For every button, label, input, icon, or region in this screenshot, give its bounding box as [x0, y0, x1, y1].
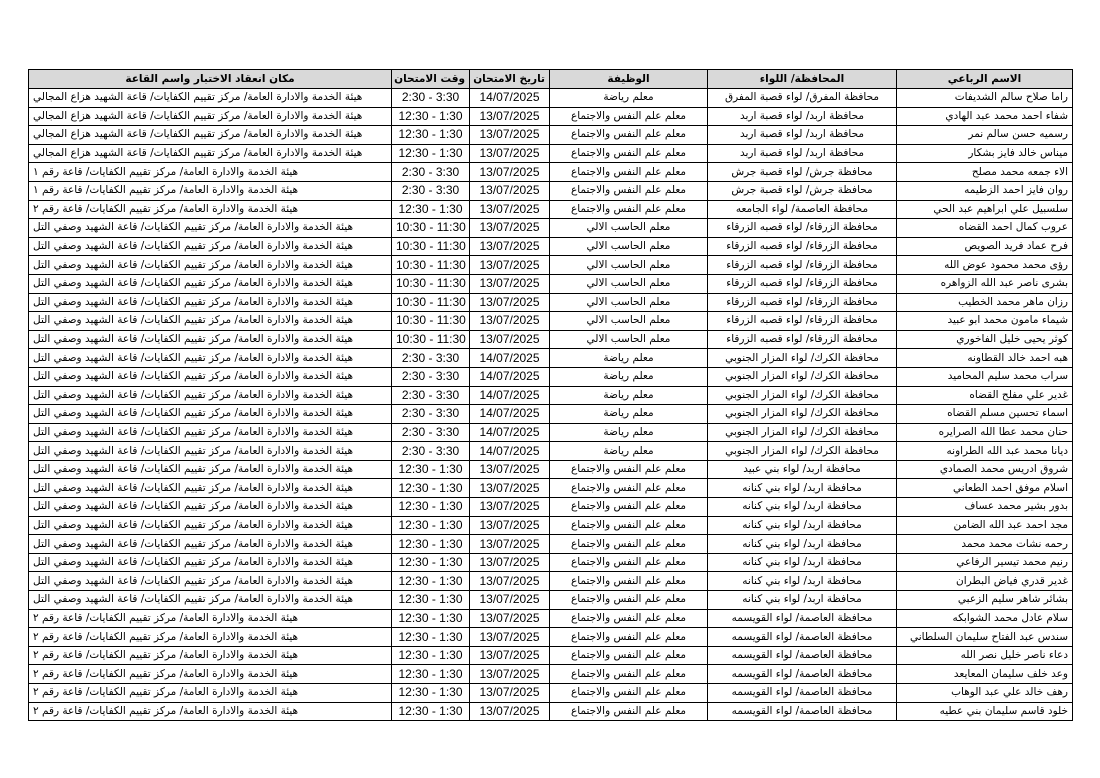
cell-location-text: هيئة الخدمة والادارة العامة/ مركز تقييم الكفايات/ قاعة الشهيد هزاع المجالي [33, 128, 363, 141]
cell-location [29, 256, 392, 275]
cell-name: رؤى محمد محمود عوض الله [897, 256, 1073, 275]
table-row [29, 684, 1073, 703]
cell-time: 12:30 - 1:30 [392, 646, 470, 665]
cell-date: 14/07/2025 [470, 405, 550, 424]
cell-governorate: محافظة الكرك/ لواء المزار الجنوبي [708, 442, 897, 461]
cell-date: 13/07/2025 [470, 107, 550, 126]
cell-governorate: محافظة المفرق/ لواء قصبة المفرق [708, 89, 897, 108]
header-time: وقت الامتحان [392, 70, 470, 89]
cell-time: 12:30 - 1:30 [392, 553, 470, 572]
cell-job: معلم رياضة [550, 349, 708, 368]
cell-name: سلام عادل محمد الشوابكه [897, 609, 1073, 628]
cell-time: 12:30 - 1:30 [392, 200, 470, 219]
cell-location-text: هيئة الخدمة والادارة العامة/ مركز تقييم الكفايات/ قاعة الشهيد وصفي التل [33, 370, 353, 383]
cell-location-text: هيئة الخدمة والادارة العامة/ مركز تقييم الكفايات/ قاعة رقم ٢ [33, 686, 299, 699]
cell-location-text: هيئة الخدمة والادارة العامة/ مركز تقييم الكفايات/ قاعة الشهيد وصفي التل [33, 258, 353, 271]
cell-governorate: محافظة الزرقاء/ لواء قصبه الزرقاء [708, 293, 897, 312]
cell-date: 13/07/2025 [470, 330, 550, 349]
cell-name: عروب كمال احمد القضاه [897, 219, 1073, 238]
cell-location-text: هيئة الخدمة والادارة العامة/ مركز تقييم الكفايات/ قاعة رقم ٢ [33, 630, 299, 643]
cell-name: سلسبيل علي ابراهيم عبد الحي [897, 200, 1073, 219]
cell-name: سندس عبد الفتاح سليمان السلطاني [897, 628, 1073, 647]
table-row [29, 442, 1073, 461]
cell-location [29, 219, 392, 238]
cell-location-text: هيئة الخدمة والادارة العامة/ مركز تقييم الكفايات/ قاعة الشهيد هزاع المجالي [33, 109, 363, 122]
cell-location [29, 163, 392, 182]
cell-name: دعاء ناصر خليل نصر الله [897, 646, 1073, 665]
cell-location [29, 144, 392, 163]
cell-name: ميناس خالد فايز بشكار [897, 144, 1073, 163]
cell-time: 2:30 - 3:30 [392, 163, 470, 182]
cell-name: رهف خالد علي عبد الوهاب [897, 684, 1073, 703]
cell-date: 13/07/2025 [470, 665, 550, 684]
cell-name: رحمه نشات محمد محمد [897, 535, 1073, 554]
cell-location-text: هيئة الخدمة والادارة العامة/ مركز تقييم الكفايات/ قاعة رقم ١ [33, 165, 299, 178]
cell-date: 13/07/2025 [470, 572, 550, 591]
table-row [29, 479, 1073, 498]
cell-location-text: هيئة الخدمة والادارة العامة/ مركز تقييم الكفايات/ قاعة الشهيد وصفي التل [33, 388, 353, 401]
cell-location-text: هيئة الخدمة والادارة العامة/ مركز تقييم الكفايات/ قاعة رقم ٢ [33, 649, 299, 662]
cell-governorate: محافظة اربد/ لواء قصبة اربد [708, 107, 897, 126]
cell-governorate: محافظة الكرك/ لواء المزار الجنوبي [708, 386, 897, 405]
cell-job: معلم علم النفس والاجتماع [550, 516, 708, 535]
cell-governorate: محافظة اربد/ لواء بني كنانه [708, 535, 897, 554]
cell-date: 13/07/2025 [470, 553, 550, 572]
cell-job: معلم رياضة [550, 442, 708, 461]
cell-date: 13/07/2025 [470, 200, 550, 219]
cell-location [29, 702, 392, 721]
cell-governorate: محافظة اربد/ لواء بني كنانه [708, 572, 897, 591]
cell-job: معلم علم النفس والاجتماع [550, 665, 708, 684]
cell-date: 13/07/2025 [470, 646, 550, 665]
cell-job: معلم علم النفس والاجتماع [550, 460, 708, 479]
cell-location-text: هيئة الخدمة والادارة العامة/ مركز تقييم الكفايات/ قاعة الشهيد وصفي التل [33, 407, 353, 420]
cell-governorate: محافظة اربد/ لواء بني كنانه [708, 553, 897, 572]
header-location: مكان انعقاد الاختبار واسم القاعة [29, 70, 392, 89]
cell-date: 13/07/2025 [470, 126, 550, 145]
cell-location [29, 498, 392, 517]
table-row [29, 200, 1073, 219]
cell-time: 2:30 - 3:30 [392, 349, 470, 368]
cell-time: 2:30 - 3:30 [392, 386, 470, 405]
cell-location [29, 367, 392, 386]
table-row [29, 163, 1073, 182]
cell-date: 14/07/2025 [470, 423, 550, 442]
cell-time: 12:30 - 1:30 [392, 126, 470, 145]
cell-location [29, 89, 392, 108]
cell-date: 13/07/2025 [470, 237, 550, 256]
cell-name: بشرى ناصر عبد الله الزواهره [897, 274, 1073, 293]
header-job: الوظيفة [550, 70, 708, 89]
cell-governorate: محافظة اربد/ لواء بني كنانه [708, 516, 897, 535]
cell-location [29, 684, 392, 703]
cell-job: معلم رياضة [550, 386, 708, 405]
table-row [29, 349, 1073, 368]
cell-date: 14/07/2025 [470, 386, 550, 405]
cell-location-text: هيئة الخدمة والادارة العامة/ مركز تقييم الكفايات/ قاعة رقم ٢ [33, 611, 299, 624]
cell-time: 12:30 - 1:30 [392, 609, 470, 628]
cell-time: 12:30 - 1:30 [392, 628, 470, 647]
cell-time: 12:30 - 1:30 [392, 702, 470, 721]
cell-job: معلم الحاسب الالي [550, 237, 708, 256]
cell-name: شروق ادريس محمد الصمادي [897, 460, 1073, 479]
header-governorate: المحافظة/ اللواء [708, 70, 897, 89]
cell-job: معلم علم النفس والاجتماع [550, 144, 708, 163]
cell-name: اسماء تحسين مسلم القضاه [897, 405, 1073, 424]
cell-location [29, 237, 392, 256]
table-row [29, 312, 1073, 331]
cell-name: شفاء احمد محمد عبد الهادي [897, 107, 1073, 126]
exam-schedule-sheet [28, 69, 1072, 721]
cell-time: 12:30 - 1:30 [392, 684, 470, 703]
cell-governorate: محافظة اربد/ لواء بني عبيد [708, 460, 897, 479]
cell-location-text: هيئة الخدمة والادارة العامة/ مركز تقييم الكفايات/ قاعة رقم ٢ [33, 202, 299, 215]
cell-name: هبه احمد خالد القطاونه [897, 349, 1073, 368]
cell-date: 13/07/2025 [470, 702, 550, 721]
cell-name: وعد خلف سليمان المعايعد [897, 665, 1073, 684]
cell-location [29, 460, 392, 479]
cell-date: 14/07/2025 [470, 442, 550, 461]
cell-location-text: هيئة الخدمة والادارة العامة/ مركز تقييم الكفايات/ قاعة الشهيد وصفي التل [33, 277, 353, 290]
cell-governorate: محافظة العاصمة/ لواء القويسمه [708, 646, 897, 665]
cell-name: راما صلاح سالم الشديفات [897, 89, 1073, 108]
cell-location-text: هيئة الخدمة والادارة العامة/ مركز تقييم الكفايات/ قاعة الشهيد وصفي التل [33, 463, 353, 476]
cell-location-text: هيئة الخدمة والادارة العامة/ مركز تقييم الكفايات/ قاعة الشهيد وصفي التل [33, 574, 353, 587]
table-row [29, 89, 1073, 108]
cell-date: 13/07/2025 [470, 516, 550, 535]
cell-location [29, 591, 392, 610]
table-row [29, 219, 1073, 238]
cell-time: 2:30 - 3:30 [392, 367, 470, 386]
cell-governorate: محافظة اربد/ لواء بني كنانه [708, 591, 897, 610]
table-row [29, 107, 1073, 126]
cell-governorate: محافظة الكرك/ لواء المزار الجنوبي [708, 423, 897, 442]
cell-job: معلم علم النفس والاجتماع [550, 591, 708, 610]
cell-location-text: هيئة الخدمة والادارة العامة/ مركز تقييم الكفايات/ قاعة الشهيد وصفي التل [33, 556, 353, 569]
cell-governorate: محافظة العاصمة/ لواء القويسمه [708, 609, 897, 628]
cell-job: معلم علم النفس والاجتماع [550, 181, 708, 200]
cell-location-text: هيئة الخدمة والادارة العامة/ مركز تقييم الكفايات/ قاعة رقم ٢ [33, 667, 299, 680]
table-row [29, 274, 1073, 293]
cell-time: 10:30 - 11:30 [392, 219, 470, 238]
cell-time: 12:30 - 1:30 [392, 572, 470, 591]
cell-job: معلم علم النفس والاجتماع [550, 200, 708, 219]
cell-date: 13/07/2025 [470, 312, 550, 331]
cell-location-text: هيئة الخدمة والادارة العامة/ مركز تقييم الكفايات/ قاعة الشهيد وصفي التل [33, 481, 353, 494]
cell-job: معلم رياضة [550, 367, 708, 386]
cell-location [29, 553, 392, 572]
cell-job: معلم علم النفس والاجتماع [550, 628, 708, 647]
cell-time: 2:30 - 3:30 [392, 405, 470, 424]
cell-name: غدير علي مفلح القضاه [897, 386, 1073, 405]
cell-governorate: محافظة العاصمة/ لواء القويسمه [708, 665, 897, 684]
table-row [29, 553, 1073, 572]
cell-location [29, 405, 392, 424]
cell-location-text: هيئة الخدمة والادارة العامة/ مركز تقييم الكفايات/ قاعة الشهيد وصفي التل [33, 295, 353, 308]
cell-location [29, 200, 392, 219]
table-row [29, 126, 1073, 145]
table-row [29, 665, 1073, 684]
cell-date: 13/07/2025 [470, 498, 550, 517]
table-row [29, 702, 1073, 721]
cell-location [29, 609, 392, 628]
cell-governorate: محافظة الزرقاء/ لواء قصبه الزرقاء [708, 237, 897, 256]
cell-job: معلم رياضة [550, 405, 708, 424]
cell-location-text: هيئة الخدمة والادارة العامة/ مركز تقييم الكفايات/ قاعة رقم ١ [33, 184, 299, 197]
cell-time: 12:30 - 1:30 [392, 107, 470, 126]
table-row [29, 367, 1073, 386]
cell-time: 2:30 - 3:30 [392, 181, 470, 200]
cell-governorate: محافظة الكرك/ لواء المزار الجنوبي [708, 349, 897, 368]
cell-job: معلم الحاسب الالي [550, 293, 708, 312]
table-row [29, 460, 1073, 479]
table-body [29, 89, 1073, 721]
cell-time: 12:30 - 1:30 [392, 516, 470, 535]
table-row [29, 405, 1073, 424]
cell-job: معلم الحاسب الالي [550, 330, 708, 349]
cell-time: 10:30 - 11:30 [392, 312, 470, 331]
table-row [29, 628, 1073, 647]
cell-time: 10:30 - 11:30 [392, 293, 470, 312]
cell-time: 12:30 - 1:30 [392, 498, 470, 517]
cell-date: 13/07/2025 [470, 535, 550, 554]
cell-location-text: هيئة الخدمة والادارة العامة/ مركز تقييم الكفايات/ قاعة الشهيد وصفي التل [33, 500, 353, 513]
cell-location-text: هيئة الخدمة والادارة العامة/ مركز تقييم الكفايات/ قاعة الشهيد وصفي التل [33, 240, 353, 253]
cell-time: 10:30 - 11:30 [392, 237, 470, 256]
cell-governorate: محافظة العاصمة/ لواء القويسمه [708, 628, 897, 647]
cell-name: كوثر يحيى خليل الفاخوري [897, 330, 1073, 349]
cell-location [29, 126, 392, 145]
table-row [29, 609, 1073, 628]
cell-date: 13/07/2025 [470, 163, 550, 182]
cell-location [29, 293, 392, 312]
cell-time: 2:30 - 3:30 [392, 89, 470, 108]
cell-name: شيماء مامون محمد ابو عبيد [897, 312, 1073, 331]
cell-job: معلم علم النفس والاجتماع [550, 479, 708, 498]
cell-governorate: محافظة الزرقاء/ لواء قصبه الزرقاء [708, 312, 897, 331]
cell-job: معلم علم النفس والاجتماع [550, 107, 708, 126]
cell-job: معلم علم النفس والاجتماع [550, 702, 708, 721]
cell-date: 13/07/2025 [470, 591, 550, 610]
table-row [29, 144, 1073, 163]
cell-job: معلم الحاسب الالي [550, 312, 708, 331]
cell-name: حنان محمد عطا الله الصرايره [897, 423, 1073, 442]
cell-governorate: محافظة اربد/ لواء قصبة اربد [708, 144, 897, 163]
table-row [29, 330, 1073, 349]
table-row [29, 256, 1073, 275]
cell-name: رزان ماهر محمد الخطيب [897, 293, 1073, 312]
cell-location [29, 479, 392, 498]
cell-governorate: محافظة اربد/ لواء بني كنانه [708, 498, 897, 517]
cell-time: 12:30 - 1:30 [392, 535, 470, 554]
cell-job: معلم علم النفس والاجتماع [550, 163, 708, 182]
cell-date: 13/07/2025 [470, 219, 550, 238]
table-row [29, 498, 1073, 517]
cell-governorate: محافظة الكرك/ لواء المزار الجنوبي [708, 405, 897, 424]
cell-date: 13/07/2025 [470, 460, 550, 479]
cell-time: 12:30 - 1:30 [392, 460, 470, 479]
cell-governorate: محافظة العاصمة/ لواء القويسمه [708, 684, 897, 703]
cell-location [29, 442, 392, 461]
cell-job: معلم علم النفس والاجتماع [550, 646, 708, 665]
cell-date: 14/07/2025 [470, 89, 550, 108]
cell-governorate: محافظة جرش/ لواء قصبة جرش [708, 181, 897, 200]
cell-date: 13/07/2025 [470, 181, 550, 200]
cell-location [29, 386, 392, 405]
cell-location-text: هيئة الخدمة والادارة العامة/ مركز تقييم الكفايات/ قاعة الشهيد وصفي التل [33, 333, 353, 346]
cell-name: غدير قدري فياض البطران [897, 572, 1073, 591]
cell-location-text: هيئة الخدمة والادارة العامة/ مركز تقييم الكفايات/ قاعة الشهيد وصفي التل [33, 444, 353, 457]
table-row [29, 293, 1073, 312]
cell-location [29, 274, 392, 293]
cell-location-text: هيئة الخدمة والادارة العامة/ مركز تقييم الكفايات/ قاعة رقم ٢ [33, 704, 299, 717]
cell-location-text: هيئة الخدمة والادارة العامة/ مركز تقييم الكفايات/ قاعة الشهيد هزاع المجالي [33, 91, 363, 104]
cell-job: معلم الحاسب الالي [550, 256, 708, 275]
cell-job: معلم علم النفس والاجتماع [550, 498, 708, 517]
cell-location-text: هيئة الخدمة والادارة العامة/ مركز تقييم الكفايات/ قاعة الشهيد وصفي التل [33, 314, 353, 327]
cell-governorate: محافظة جرش/ لواء قصبة جرش [708, 163, 897, 182]
header-name: الاسم الرباعي [897, 70, 1073, 89]
cell-location-text: هيئة الخدمة والادارة العامة/ مركز تقييم الكفايات/ قاعة الشهيد وصفي التل [33, 518, 353, 531]
cell-job: معلم رياضة [550, 423, 708, 442]
cell-time: 12:30 - 1:30 [392, 665, 470, 684]
table-row [29, 646, 1073, 665]
cell-location [29, 535, 392, 554]
cell-location [29, 646, 392, 665]
cell-governorate: محافظة العاصمة/ لواء القويسمه [708, 702, 897, 721]
cell-name: رنيم محمد تيسير الرفاعي [897, 553, 1073, 572]
cell-governorate: محافظة اربد/ لواء قصبة اربد [708, 126, 897, 145]
table-header-row [29, 70, 1073, 89]
cell-date: 13/07/2025 [470, 293, 550, 312]
cell-date: 13/07/2025 [470, 274, 550, 293]
table-row [29, 237, 1073, 256]
cell-governorate: محافظة الكرك/ لواء المزار الجنوبي [708, 367, 897, 386]
cell-time: 12:30 - 1:30 [392, 479, 470, 498]
cell-location [29, 665, 392, 684]
cell-name: خلود قاسم سليمان بني عطيه [897, 702, 1073, 721]
cell-job: معلم علم النفس والاجتماع [550, 535, 708, 554]
cell-governorate: محافظة الزرقاء/ لواء قصبه الزرقاء [708, 330, 897, 349]
cell-time: 2:30 - 3:30 [392, 442, 470, 461]
cell-job: معلم علم النفس والاجتماع [550, 126, 708, 145]
cell-location [29, 181, 392, 200]
cell-job: معلم الحاسب الالي [550, 219, 708, 238]
cell-date: 13/07/2025 [470, 684, 550, 703]
cell-governorate: محافظة الزرقاء/ لواء قصبه الزرقاء [708, 256, 897, 275]
cell-time: 10:30 - 11:30 [392, 274, 470, 293]
cell-date: 13/07/2025 [470, 628, 550, 647]
table-row [29, 591, 1073, 610]
cell-name: اسلام موفق احمد الطعاني [897, 479, 1073, 498]
cell-name: بشائر شاهر سليم الزعبي [897, 591, 1073, 610]
cell-governorate: محافظة العاصمة/ لواء الجامعه [708, 200, 897, 219]
cell-location-text: هيئة الخدمة والادارة العامة/ مركز تقييم الكفايات/ قاعة الشهيد هزاع المجالي [33, 147, 363, 160]
cell-location-text: هيئة الخدمة والادارة العامة/ مركز تقييم الكفايات/ قاعة الشهيد وصفي التل [33, 425, 353, 438]
cell-location-text: هيئة الخدمة والادارة العامة/ مركز تقييم الكفايات/ قاعة الشهيد وصفي التل [33, 593, 353, 606]
cell-governorate: محافظة الزرقاء/ لواء قصبه الزرقاء [708, 274, 897, 293]
cell-name: فرح عماد فريد الصويص [897, 237, 1073, 256]
cell-location-text: هيئة الخدمة والادارة العامة/ مركز تقييم الكفايات/ قاعة الشهيد وصفي التل [33, 221, 353, 234]
exam-schedule-table [28, 69, 1073, 721]
header-date: تاريخ الامتحان [470, 70, 550, 89]
cell-date: 13/07/2025 [470, 479, 550, 498]
cell-time: 12:30 - 1:30 [392, 591, 470, 610]
cell-location [29, 516, 392, 535]
cell-job: معلم علم النفس والاجتماع [550, 684, 708, 703]
cell-location [29, 312, 392, 331]
cell-job: معلم الحاسب الالي [550, 274, 708, 293]
cell-location [29, 349, 392, 368]
cell-date: 14/07/2025 [470, 349, 550, 368]
cell-job: معلم علم النفس والاجتماع [550, 553, 708, 572]
cell-location-text: هيئة الخدمة والادارة العامة/ مركز تقييم الكفايات/ قاعة الشهيد وصفي التل [33, 537, 353, 550]
cell-name: سراب محمد سليم المحاميد [897, 367, 1073, 386]
table-row [29, 386, 1073, 405]
cell-location-text: هيئة الخدمة والادارة العامة/ مركز تقييم الكفايات/ قاعة الشهيد وصفي التل [33, 351, 353, 364]
cell-name: بدور بشير محمد عساف [897, 498, 1073, 517]
cell-location [29, 628, 392, 647]
cell-date: 13/07/2025 [470, 609, 550, 628]
cell-time: 12:30 - 1:30 [392, 144, 470, 163]
cell-date: 13/07/2025 [470, 144, 550, 163]
cell-time: 10:30 - 11:30 [392, 256, 470, 275]
cell-time: 2:30 - 3:30 [392, 423, 470, 442]
cell-date: 14/07/2025 [470, 367, 550, 386]
cell-job: معلم علم النفس والاجتماع [550, 609, 708, 628]
cell-governorate: محافظة الزرقاء/ لواء قصبه الزرقاء [708, 219, 897, 238]
cell-governorate: محافظة اربد/ لواء بني كنانه [708, 479, 897, 498]
cell-name: روان فايز احمد الزطيمه [897, 181, 1073, 200]
cell-location [29, 423, 392, 442]
cell-name: ديانا محمد عبد الله الطراونه [897, 442, 1073, 461]
table-row [29, 535, 1073, 554]
table-row [29, 572, 1073, 591]
cell-location [29, 107, 392, 126]
cell-name: الاء جمعه محمد مصلح [897, 163, 1073, 182]
cell-name: رسميه حسن سالم نمر [897, 126, 1073, 145]
cell-time: 10:30 - 11:30 [392, 330, 470, 349]
table-row [29, 181, 1073, 200]
cell-job: معلم علم النفس والاجتماع [550, 572, 708, 591]
cell-date: 13/07/2025 [470, 256, 550, 275]
cell-name: مجد احمد عبد الله الضامن [897, 516, 1073, 535]
cell-job: معلم رياضة [550, 89, 708, 108]
cell-location [29, 572, 392, 591]
table-row [29, 516, 1073, 535]
table-row [29, 423, 1073, 442]
cell-location [29, 330, 392, 349]
